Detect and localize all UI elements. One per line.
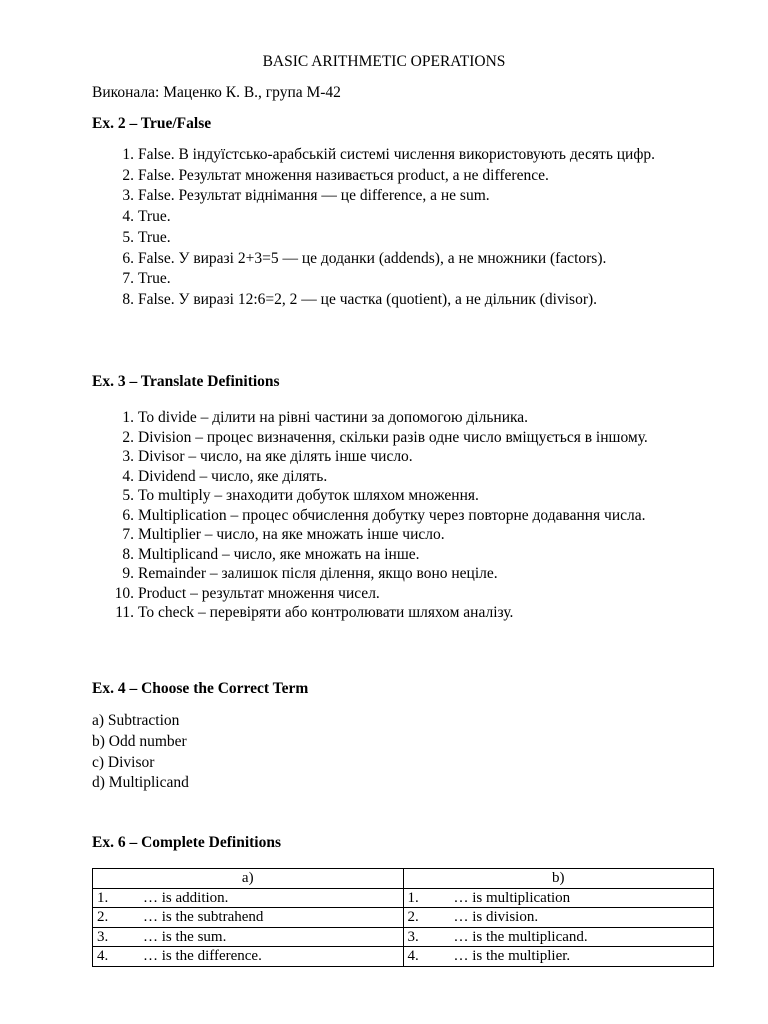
list-item — [92, 584, 714, 604]
table-cell — [403, 888, 714, 908]
table-cell — [403, 947, 714, 967]
ex2-list — [92, 145, 714, 311]
list-item — [92, 564, 714, 584]
item-text: False. У виразі 12:6=2, 2 — це частка (quotient), а не дільник (divisor). — [138, 290, 598, 308]
item-text: Product – результат множення чисел. — [138, 584, 380, 602]
item-number: 11. — [115, 604, 134, 621]
list-item — [92, 186, 714, 207]
item-text: True. — [138, 270, 171, 288]
cell-number: 4. — [407, 948, 419, 965]
cell-text: … is the multiplicand. — [453, 928, 588, 945]
document-title: BASIC ARITHMETIC OPERATIONS — [262, 53, 506, 70]
item-text: To divide – ділити на рівні частини за допомогою дільника. — [138, 409, 529, 426]
list-item — [92, 269, 714, 290]
item-text: False. У виразі 2+3=5 — це доданки (addends), а не множники (factors). — [138, 249, 607, 267]
item-number: 6. — [122, 249, 134, 267]
cell-text: … is division. — [453, 909, 539, 926]
choice-item: b) Odd number — [92, 732, 187, 750]
table-cell — [93, 908, 404, 928]
ex4-choices — [92, 711, 189, 794]
cell-number: 3. — [407, 928, 419, 945]
list-item — [92, 467, 714, 487]
table-cell — [93, 947, 404, 967]
item-number: 10. — [114, 584, 134, 602]
list-item — [92, 545, 714, 565]
choice-item: c) Divisor — [92, 753, 155, 771]
item-number: 9. — [122, 565, 134, 582]
list-item — [92, 447, 714, 467]
cell-text: … is the sum. — [143, 928, 227, 945]
ex6-heading: Ex. 6 – Complete Definitions — [92, 834, 282, 851]
item-text: To check – перевіряти або контролювати шляхом аналізу. — [138, 604, 514, 621]
ex3-heading: Ex. 3 – Translate Definitions — [92, 373, 280, 390]
cell-number: 2. — [407, 909, 419, 926]
item-number: 1. — [122, 409, 134, 426]
item-number: 8. — [122, 545, 134, 563]
item-text: False. Результат віднімання — це difference, а не sum. — [138, 187, 490, 205]
item-number: 5. — [122, 487, 134, 504]
author-line: Виконала: Маценко К. В., група М-42 — [92, 84, 341, 101]
cell-text: … is the difference. — [143, 948, 262, 965]
ex3-list — [92, 408, 714, 623]
table-header-row — [93, 869, 714, 889]
list-item — [92, 228, 714, 249]
item-number: 5. — [122, 228, 134, 246]
cell-number: 4. — [97, 948, 109, 965]
item-text: Remainder – залишок після ділення, якщо воно неціле. — [138, 565, 498, 582]
table-row — [93, 908, 714, 928]
column-header-a: a) — [93, 869, 404, 889]
item-text: Multiplicand – число, яке множать на інше. — [138, 545, 420, 563]
table-cell — [93, 888, 404, 908]
table-cell — [403, 927, 714, 947]
list-item — [92, 486, 714, 506]
list-item — [92, 506, 714, 526]
table-row — [93, 927, 714, 947]
item-number: 3. — [122, 187, 134, 205]
item-number: 2. — [122, 428, 134, 446]
choice-item: a) Subtraction — [92, 712, 180, 729]
item-text: To multiply – знаходити добуток шляхом множення. — [138, 487, 479, 504]
item-text: Multiplier – число, на яке множать інше число. — [138, 526, 445, 543]
list-item — [92, 290, 714, 311]
cell-number: 2. — [97, 909, 109, 926]
list-item — [92, 428, 714, 448]
list-item — [92, 145, 714, 166]
ex2-heading: Ex. 2 – True/False — [92, 115, 212, 132]
list-item — [92, 603, 714, 623]
item-text: Multiplication – процес обчислення добутку через повторне додавання числа. — [138, 506, 646, 524]
item-number: 4. — [122, 467, 134, 485]
item-text: Dividend – число, яке ділять. — [138, 467, 328, 485]
item-text: Division – процес визначення, скільки разів одне число вміщується в іншому. — [138, 428, 648, 446]
table-row — [93, 888, 714, 908]
column-header-b: b) — [403, 869, 714, 889]
item-text: True. — [138, 208, 171, 226]
item-text: False. Результат множення називається product, а не difference. — [138, 166, 549, 184]
item-number: 7. — [122, 270, 134, 288]
item-text: Divisor – число, на яке ділять інше число. — [138, 448, 413, 465]
list-item — [92, 525, 714, 545]
item-text: True. — [138, 228, 171, 246]
table-cell — [403, 908, 714, 928]
list-item — [92, 166, 714, 187]
list-item — [92, 207, 714, 228]
item-number: 2. — [122, 166, 134, 184]
cell-text: … is the subtrahend — [143, 909, 264, 926]
item-text: False. В індуїстсько-арабській системі числення використовують десять цифр. — [138, 146, 656, 163]
cell-text: … is addition. — [143, 889, 229, 906]
cell-text: … is the multiplier. — [453, 948, 571, 965]
item-number: 1. — [122, 146, 134, 163]
definitions-table — [92, 868, 714, 967]
cell-number: 1. — [97, 889, 109, 906]
item-number: 4. — [122, 208, 134, 226]
item-number: 6. — [122, 506, 134, 524]
cell-number: 1. — [407, 889, 419, 906]
table-row — [93, 947, 714, 967]
ex4-heading: Ex. 4 – Choose the Correct Term — [92, 680, 309, 697]
cell-number: 3. — [97, 928, 109, 945]
table-cell — [93, 927, 404, 947]
list-item — [92, 249, 714, 270]
item-number: 7. — [122, 526, 134, 543]
choice-item: d) Multiplicand — [92, 774, 189, 792]
cell-text: … is multiplication — [453, 889, 571, 906]
list-item — [92, 408, 714, 428]
item-number: 8. — [122, 290, 134, 308]
item-number: 3. — [122, 448, 134, 465]
